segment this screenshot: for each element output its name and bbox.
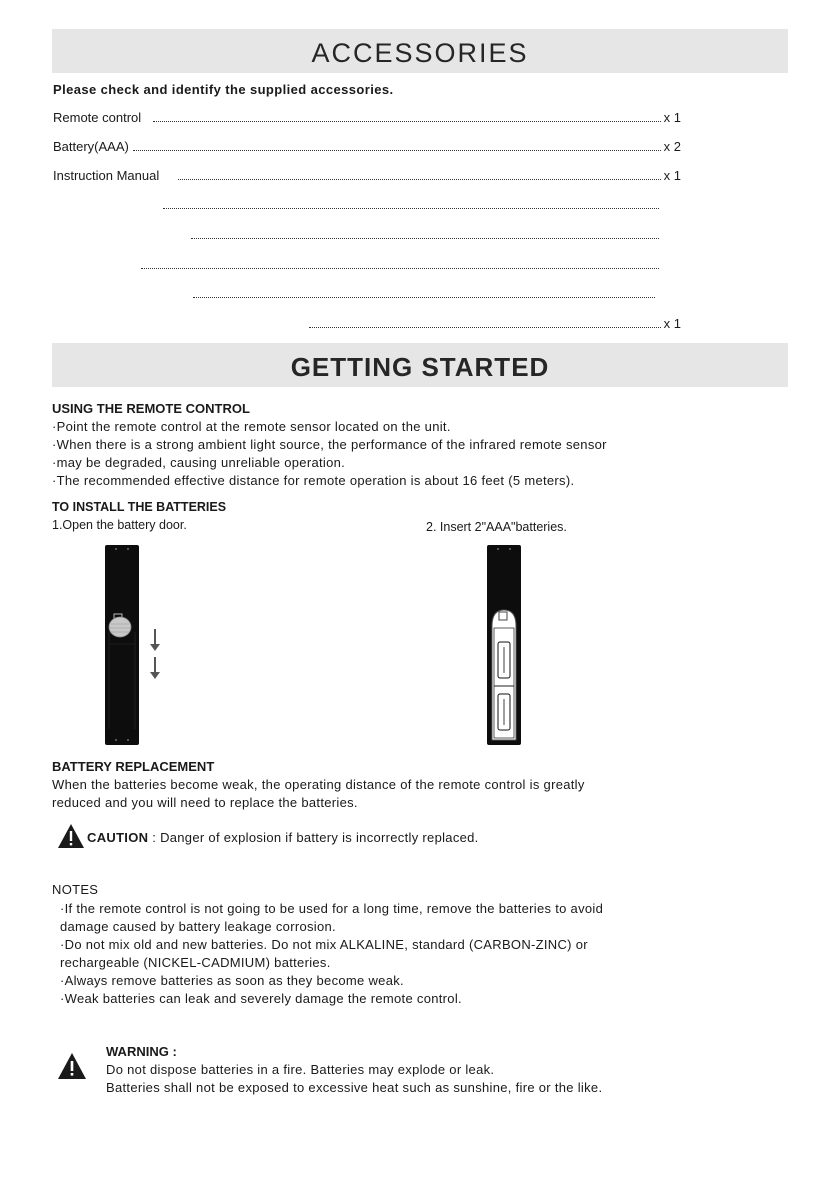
accessory-name: Instruction Manual xyxy=(53,168,163,183)
leader-dots xyxy=(191,238,659,239)
accessory-row-blank xyxy=(53,254,681,272)
accessory-row-blank xyxy=(53,283,681,301)
remote-line: ·may be degraded, causing unreliable operation. xyxy=(52,455,346,470)
caution-label: CAUTION xyxy=(87,830,149,845)
warning-label: WARNING : xyxy=(106,1044,177,1059)
warning-icon xyxy=(57,1052,87,1080)
leader-dots xyxy=(193,297,655,298)
accessory-name: Remote control xyxy=(53,110,145,125)
install-step-2: 2. Insert 2"AAA"batteries. xyxy=(426,520,567,534)
remote-batteries-figure xyxy=(484,544,524,746)
accessories-title: ACCESSORIES xyxy=(52,29,788,73)
notes-line: ·Weak batteries can leak and severely damage the remote control. xyxy=(60,991,462,1006)
install-step-1: 1.Open the battery door. xyxy=(52,518,187,532)
remote-heading: USING THE REMOTE CONTROL xyxy=(52,401,250,416)
accessory-qty: x 2 xyxy=(663,139,681,154)
notes-heading: NOTES xyxy=(52,882,99,897)
notes-line: ·If the remote control is not going to be used for a long time, remove the batteries to avoid xyxy=(60,901,604,916)
leader-dots xyxy=(141,268,659,269)
accessory-row-blank xyxy=(53,224,681,242)
warning-line: Do not dispose batteries in a fire. Batteries may explode or leak. xyxy=(106,1062,495,1077)
accessory-row-remote xyxy=(53,107,681,125)
accessory-qty: x 1 xyxy=(663,316,681,331)
replacement-heading: BATTERY REPLACEMENT xyxy=(52,759,215,774)
install-heading: TO INSTALL THE BATTERIES xyxy=(52,500,227,514)
accessory-row-battery xyxy=(53,136,681,154)
notes-line: ·Always remove batteries as soon as they become weak. xyxy=(60,973,404,988)
notes-line: ·Do not mix old and new batteries. Do not mix ALKALINE, standard (CARBON-ZINC) or xyxy=(60,937,588,952)
remote-line: ·The recommended effective distance for remote operation is about 16 feet (5 meters). xyxy=(52,473,575,488)
notes-line: rechargeable (NICKEL-CADMIUM) batteries. xyxy=(60,955,331,970)
accessory-qty: x 1 xyxy=(663,168,681,183)
replacement-line: When the batteries become weak, the operating distance of the remote control is greatly xyxy=(52,777,585,792)
caution-warning-icon xyxy=(57,823,85,849)
remote-open-door-figure xyxy=(100,544,170,746)
remote-line: ·Point the remote control at the remote sensor located on the unit. xyxy=(52,419,451,434)
leader-dots xyxy=(163,208,659,209)
caution-statement xyxy=(87,830,479,845)
leader-dots xyxy=(178,179,661,180)
getting-started-title: GETTING STARTED xyxy=(52,343,788,387)
leader-dots xyxy=(133,150,661,151)
leader-dots xyxy=(153,121,661,122)
accessories-intro: Please check and identify the supplied accessories. xyxy=(53,82,394,97)
remote-line: ·When there is a strong ambient light source, the performance of the infrared remote sensor xyxy=(52,437,607,452)
warning-line: Batteries shall not be exposed to excessive heat such as sunshine, fire or the like. xyxy=(106,1080,603,1095)
notes-line: damage caused by battery leakage corrosion. xyxy=(60,919,336,934)
accessory-row-manual xyxy=(53,165,681,183)
replacement-line: reduced and you will need to replace the batteries. xyxy=(52,795,358,810)
caution-text: : Danger of explosion if battery is incorrectly replaced. xyxy=(148,830,479,845)
accessory-row-blank xyxy=(53,194,681,212)
leader-dots xyxy=(309,327,661,328)
accessory-name: Battery(AAA) xyxy=(53,139,133,154)
accessory-qty: x 1 xyxy=(663,110,681,125)
accessory-row-last xyxy=(53,313,681,331)
